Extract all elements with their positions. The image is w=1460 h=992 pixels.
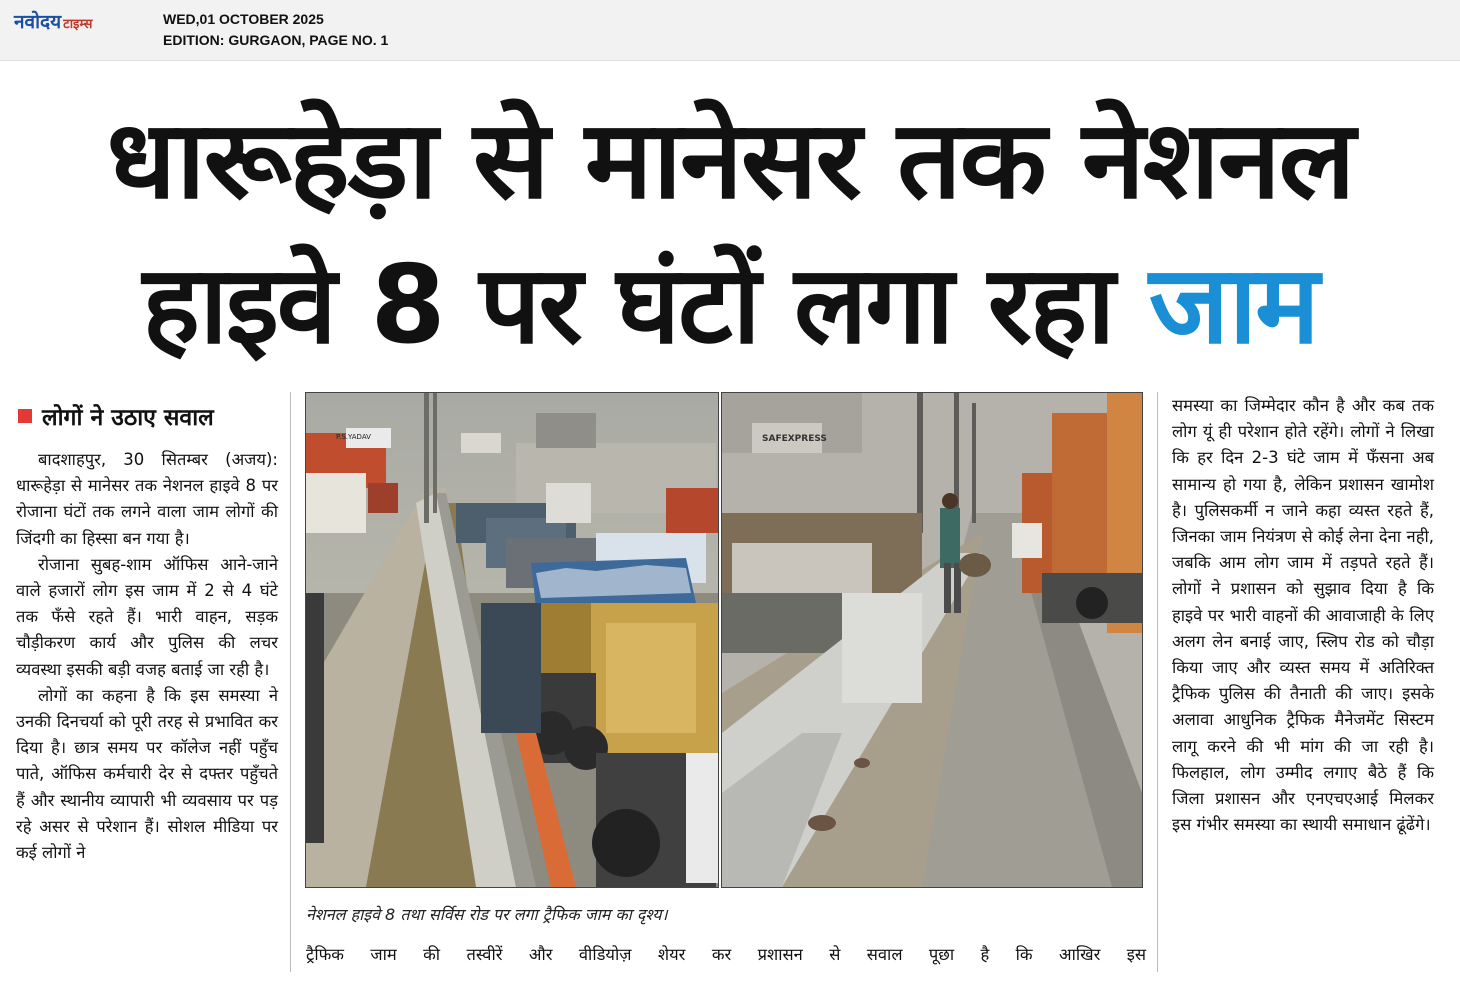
photo-caption: नेशनल हाइवे 8 तथा सर्विस रोड पर लगा ट्रैफिक जाम का दृश्य। <box>306 905 668 924</box>
edition-info <box>163 9 388 51</box>
masthead-bar <box>0 0 1460 61</box>
headline-line-2-black: हाइवे 8 पर घंटों लगा रहा <box>142 243 1114 368</box>
left-paragraph-3: लोगों का कहना है कि इस समस्या ने उनकी दिनचर्या को पूरी तरह से प्रभावित कर दिया है। छात्र समय पर कॉलेज नहीं पहुँच पाते, ऑफिस कर्मचारी देर से दफ्तर पहुँचते हैं और स्थानीय व्यापारी भी व्यवसाय पर पड़ रहे असर से परेशान हैं। सोशल मीडिया पर कई लोगों ने <box>16 685 278 863</box>
bottom-word: से <box>829 945 841 964</box>
bottom-word: प्रशासन <box>757 945 803 964</box>
bottom-word: वीडियोज़ <box>578 945 632 964</box>
edition-line: EDITION: GURGAON, PAGE NO. 1 <box>163 32 389 48</box>
column-divider-right <box>1157 392 1158 972</box>
sign-right: SAFEXPRESS <box>762 434 827 444</box>
traffic-photo-service-road <box>721 392 1143 888</box>
headline-line-2 <box>0 236 1460 376</box>
left-article-column <box>16 447 278 866</box>
bottom-word: इस <box>1126 945 1146 964</box>
bottom-word: और <box>528 945 553 964</box>
bottom-word: शेयर <box>657 945 686 964</box>
bottom-word: कर <box>711 945 732 964</box>
left-paragraph-2: रोजाना सुबह-शाम ऑफिस आने-जाने वाले हजारों लोग इस जाम में 2 से 4 घंटे तक फँसे रहते हैं। भारी वाहन, सड़क चौड़ीकरण कार्य और पुलिस की लचर व्यवस्था इसकी बड़ी वजह बताई जा रही है। <box>16 554 278 679</box>
headline <box>0 86 1460 376</box>
bottom-word: की <box>423 945 441 964</box>
bottom-word: है <box>980 945 990 964</box>
headline-highlight-word: जाम <box>1148 243 1318 368</box>
traffic-photo-highway <box>305 392 719 888</box>
bottom-word: जाम <box>370 945 397 964</box>
bottom-word: पूछा <box>928 945 955 964</box>
date-line: WED,01 OCTOBER 2025 <box>163 11 324 27</box>
sign-left: P.S.YADAV <box>336 433 371 441</box>
bottom-word: आखिर <box>1058 945 1101 964</box>
left-paragraph-1: बादशाहपुर, 30 सितम्बर (अजय): धारूहेड़ा से मानेसर तक नेशनल हाइवे 8 पर रोजाना घंटों तक लगने वाला जाम लोगों की जिंदगी का हिस्सा बन गया है। <box>16 450 278 548</box>
bottom-word: ट्रैफिक <box>306 945 344 964</box>
bottom-word: कि <box>1015 945 1033 964</box>
newspaper-logo: नवोदय टाइम्स <box>14 11 93 33</box>
red-bullet-icon <box>18 409 32 423</box>
column-divider-left <box>290 392 291 972</box>
right-paragraph: समस्या का जिम्मेदार कौन है और कब तक लोग यूं ही परेशान होते रहेंगे। लोगों ने लिखा कि हर दिन 2-3 घंटे जाम में फँसना अब सामान्य हो गया है, लेकिन प्रशासन खामोश है। पुलिसकर्मी न जाने कहा व्यस्त रहते हैं, जिनका जाम नियंत्रण से कोई लेना देना नही, जबकि आम लोग जाम में तड़पते रहते हैं। लोगों ने प्रशासन को सुझाव दिया है कि हाइवे पर भारी वाहनों की आवाजाही के लिए अलग लेन बनाई जाए, स्लिप रोड को चौड़ा किया जाए और व्यस्त समय में अतिरिक्त ट्रैफिक पुलिस की तैनाती की जाए। इसके अलावा आधुनिक ट्रैफिक मैनेजमेंट सिस्टम लागू करने की भी मांग की जा रही है। फिलहाल, लोग उम्मीद लगाए बैठे हैं कि जिला प्रशासन और एनएचएआई मिलकर इस गंभीर समस्या का स्थायी समाधान ढूंढेंगे। <box>1172 396 1434 835</box>
bottom-continuation-line <box>306 942 1146 965</box>
left-subheading: लोगों ने उठाए सवाल <box>18 400 214 432</box>
headline-line-1: धारूहेड़ा से मानेसर तक नेशनल <box>106 98 1354 223</box>
bottom-word: तस्वीरें <box>466 945 503 964</box>
bottom-word: सवाल <box>866 945 903 964</box>
right-article-column <box>1172 393 1434 838</box>
